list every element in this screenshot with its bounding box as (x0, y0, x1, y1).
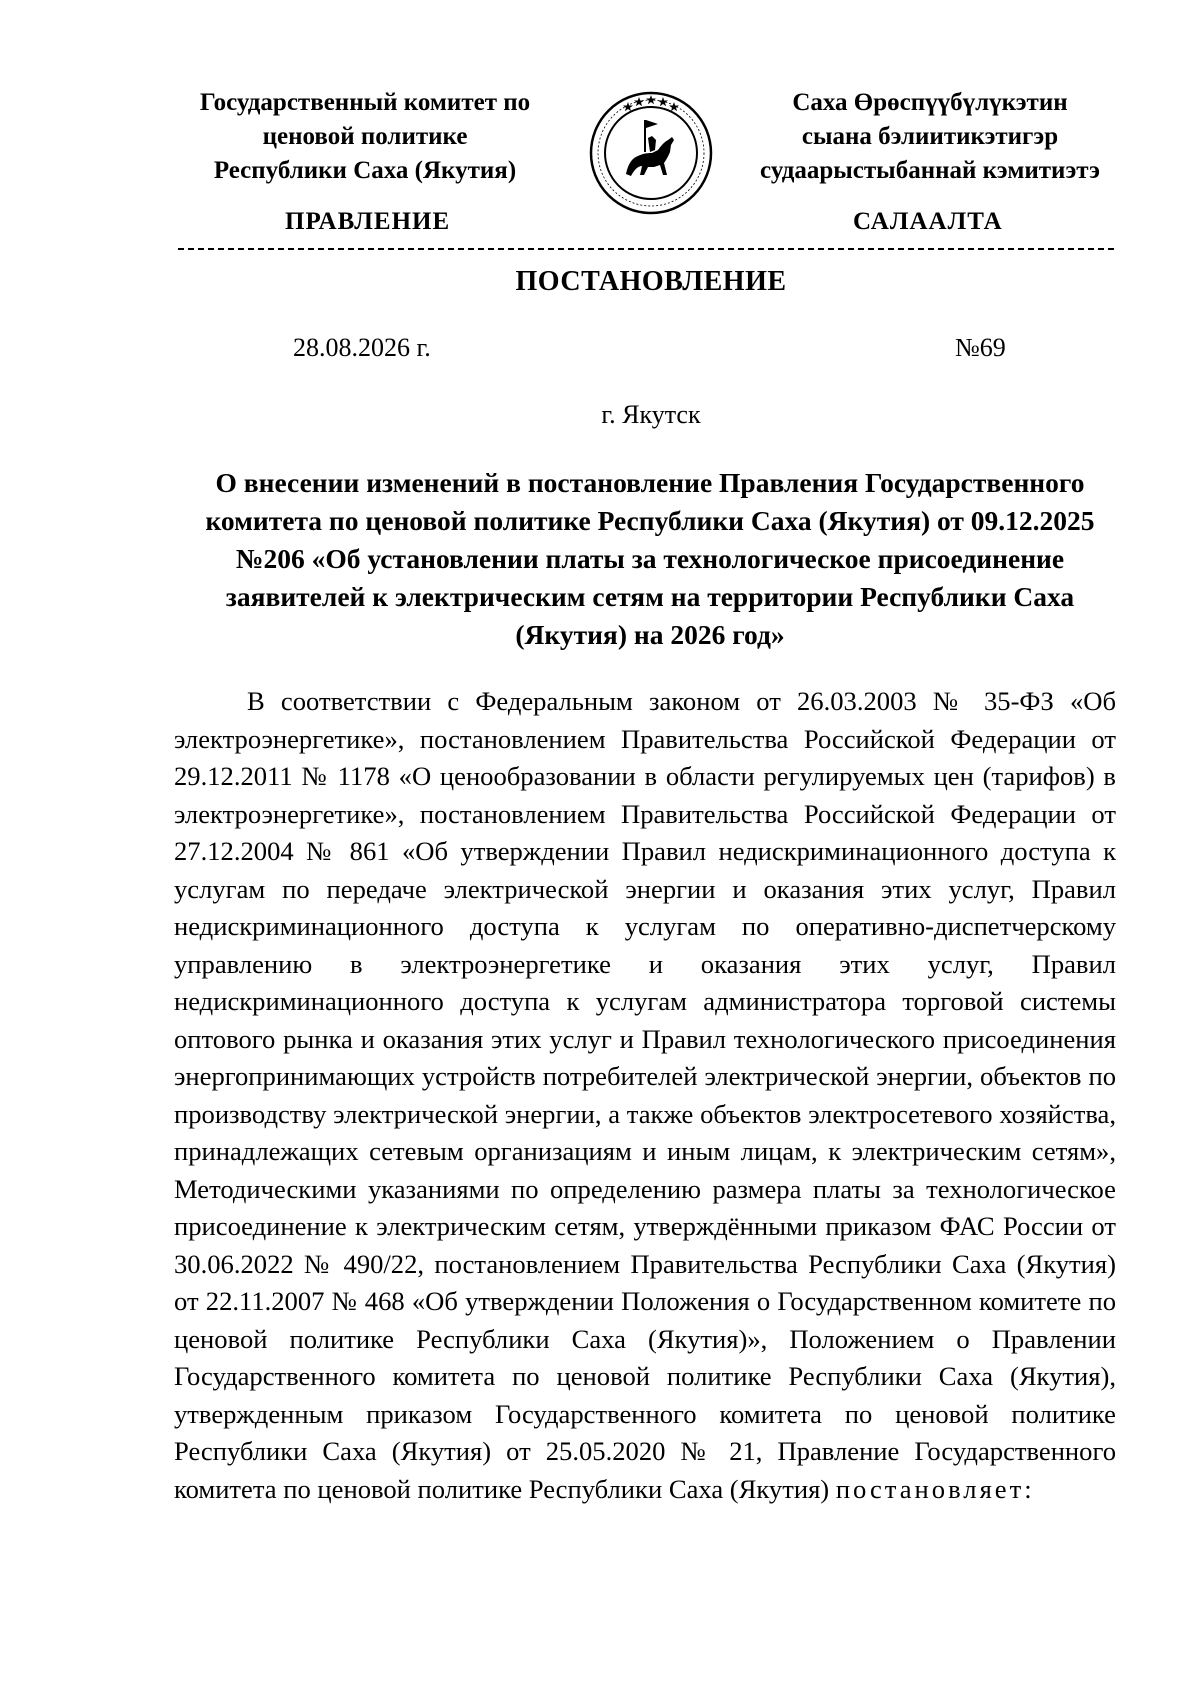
header-divider (178, 248, 1114, 250)
document-type: ПОСТАНОВЛЕНИЕ (515, 266, 787, 297)
document-body (174, 683, 1116, 1508)
body-resolution-word: постановляет: (835, 1473, 1035, 1504)
org-name-line: ценовой политике (262, 123, 468, 150)
board-label-yakut: САЛААЛТА (853, 208, 1003, 235)
board-label-russian: ПРАВЛЕНИЕ (285, 208, 451, 235)
document-title: О внесении изменений в постановление Правления Государственного комитета по ценовой политике Республики Саха (Якутия) от 09.12.2025 №206 «Об установлении платы за технологическое присоединение заявителей к электрическим сетям на территории Республики Саха (Якутия) на 2026 год» (205, 467, 1095, 650)
document-city: г. Якутск (601, 400, 701, 429)
org-name-line: Саха Өрөспүүбүлүкэтин (792, 89, 1068, 116)
org-name-line: Республики Саха (Якутия) (213, 157, 517, 184)
org-name-line: судаарыстыбаннай кэмитиэтэ (760, 157, 1100, 184)
document-number: №69 (955, 333, 1006, 362)
body-text: В соответствии с Федеральным законом от 26.03.2003 № 35-ФЗ «Об электроэнергетике», постановлением Правительства Российской Федерации от 29.12.2011 № 1178 «О ценообразовании в области регулируемых цен (тарифов) в электроэнергетике», постановлением Правительства Российской Федерации от 27.12.2004 № 861 «Об утверждении Правил недискриминационного доступа к услугам по передаче электрической энергии и оказания этих услуг, Правил недискриминационного доступа к услугам по оперативно-диспетчерскому управлению в электроэнергетике и оказания этих услуг, Правил недискриминационного доступа к услугам администратора торговой системы оптового рынка и оказания этих услуг и Правил технологического присоединения энергопринимающих устройств потребителей электрической энергии, объектов по производству электрической энергии, а также объектов электросетевого хозяйства, принадлежащих сетевым организациям и иным лицам, к электрическим сетям», Методическими указаниями по определению размера платы за технологическое присоединение к электрическим сетям, утверждёнными приказом ФАС России от 30.06.2022 № 490/22, постановлением Правительства Республики Саха (Якутия) от 22.11.2007 № 468 «Об утверждении Положения о Государственном комитете по ценовой политике Республики Саха (Якутия)», Положением о Правлении Государственного комитета по ценовой политике Республики Саха (Якутия), утвержденным приказом Государственного комитета по ценовой политике Республики Саха (Якутия) от 25.05.2020 № 21, Правление Государственного комитета по ценовой политике Республики Саха (Якутия) (174, 686, 1116, 1504)
organization-name-yakut (730, 86, 1130, 188)
coat-of-arms-emblem (588, 90, 714, 216)
organization-name-russian (165, 86, 565, 188)
org-name-line: сыана бэлиитикэтигэр (801, 123, 1059, 150)
org-name-line: Государственный комитет по (199, 89, 531, 116)
document-date: 28.08.2026 г. (293, 333, 431, 362)
